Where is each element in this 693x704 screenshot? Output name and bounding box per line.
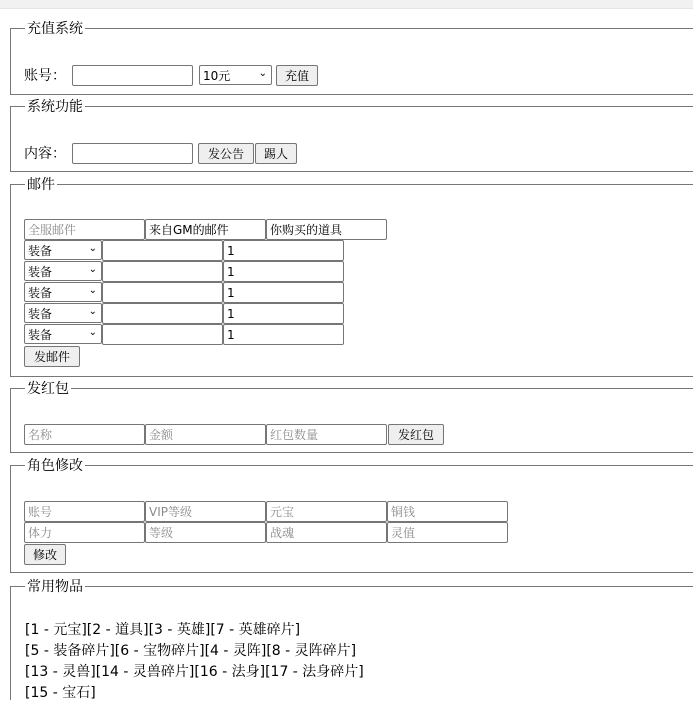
role-spirit-input[interactable] — [387, 522, 508, 543]
common-items-line-3: [13 - 灵兽][14 - 灵兽碎片][16 - 法身][17 - 法身碎片] — [25, 664, 364, 680]
mail-row-4-item-input[interactable] — [102, 303, 223, 324]
redpacket-amount-input[interactable] — [145, 424, 266, 445]
mail-row-2-type-value: 装备 — [28, 265, 53, 279]
role-section — [10, 455, 693, 573]
common-items-line-2: [5 - 装备碎片][6 - 宝物碎片][4 - 灵阵][8 - 灵阵碎片] — [25, 643, 357, 659]
system-section — [10, 96, 693, 172]
role-vip-input[interactable] — [145, 501, 266, 522]
chevron-down-icon: ⌄ — [258, 68, 267, 79]
mail-row-4-qty-input[interactable] — [223, 303, 344, 324]
recharge-account-input[interactable] — [72, 65, 193, 86]
common-items-list — [25, 620, 364, 704]
mail-row-3-item-input[interactable] — [102, 282, 223, 303]
mail-title-input[interactable] — [145, 219, 266, 240]
common-items-line-1: [1 - 元宝][2 - 道具][3 - 英雄][7 - 英雄碎片] — [25, 622, 301, 638]
mail-row-2-type-select[interactable] — [24, 261, 102, 281]
mail-row-5-type-select[interactable] — [24, 324, 102, 344]
system-legend: 系统功能 — [27, 99, 83, 115]
redpacket-count-input[interactable] — [266, 424, 387, 445]
recharge-amount-value: 10元 — [203, 69, 231, 83]
mail-row-4-type-select[interactable] — [24, 303, 102, 323]
chevron-down-icon: ⌄ — [88, 264, 97, 275]
mail-body-input[interactable] — [266, 219, 387, 240]
mail-row-5-qty-input[interactable] — [223, 324, 344, 345]
account-label: 账号： — [24, 68, 66, 84]
mail-row-2-qty-input[interactable] — [223, 261, 344, 282]
recharge-amount-select[interactable] — [199, 65, 272, 85]
redpacket-section — [10, 378, 693, 453]
mail-row-5-item-input[interactable] — [102, 324, 223, 345]
role-level-input[interactable] — [145, 522, 266, 543]
role-legend: 角色修改 — [27, 458, 83, 474]
role-soul-input[interactable] — [266, 522, 387, 543]
send-mail-button[interactable]: 发邮件 — [24, 346, 80, 367]
browser-top-strip — [0, 0, 693, 9]
redpacket-legend: 发红包 — [27, 381, 69, 397]
mail-row-1-item-input[interactable] — [102, 240, 223, 261]
role-copper-input[interactable] — [387, 501, 508, 522]
chevron-down-icon: ⌄ — [88, 243, 97, 254]
redpacket-name-input[interactable] — [24, 424, 145, 445]
chevron-down-icon: ⌄ — [88, 285, 97, 296]
mail-row-1-type-value: 装备 — [28, 244, 53, 258]
mail-row-3-qty-input[interactable] — [223, 282, 344, 303]
send-redpacket-button[interactable]: 发红包 — [388, 424, 444, 445]
mail-row-1-type-select[interactable] — [24, 240, 102, 260]
role-account-input[interactable] — [24, 501, 145, 522]
mail-row-1-qty-input[interactable] — [223, 240, 344, 261]
mail-section — [10, 174, 693, 377]
chevron-down-icon: ⌄ — [88, 327, 97, 338]
chevron-down-icon: ⌄ — [88, 306, 97, 317]
mail-legend: 邮件 — [27, 177, 55, 193]
mail-row-2-item-input[interactable] — [102, 261, 223, 282]
modify-role-button[interactable]: 修改 — [24, 544, 66, 565]
recharge-button[interactable]: 充值 — [276, 65, 318, 86]
mail-row-5-type-value: 装备 — [28, 328, 53, 342]
mail-row-3-type-value: 装备 — [28, 286, 53, 300]
recharge-section — [10, 18, 693, 95]
common-items-section — [10, 576, 693, 700]
kick-button[interactable]: 踢人 — [255, 143, 297, 164]
role-yuanbao-input[interactable] — [266, 501, 387, 522]
common-items-line-4: [15 - 宝石] — [25, 685, 96, 701]
mail-target-input[interactable] — [24, 219, 145, 240]
announce-button[interactable]: 发公告 — [198, 143, 254, 164]
common-items-legend: 常用物品 — [27, 579, 83, 595]
mail-row-3-type-select[interactable] — [24, 282, 102, 302]
content-label: 内容： — [24, 146, 66, 162]
recharge-legend: 充值系统 — [27, 21, 83, 37]
mail-row-4-type-value: 装备 — [28, 307, 53, 321]
role-stamina-input[interactable] — [24, 522, 145, 543]
system-content-input[interactable] — [72, 143, 193, 164]
